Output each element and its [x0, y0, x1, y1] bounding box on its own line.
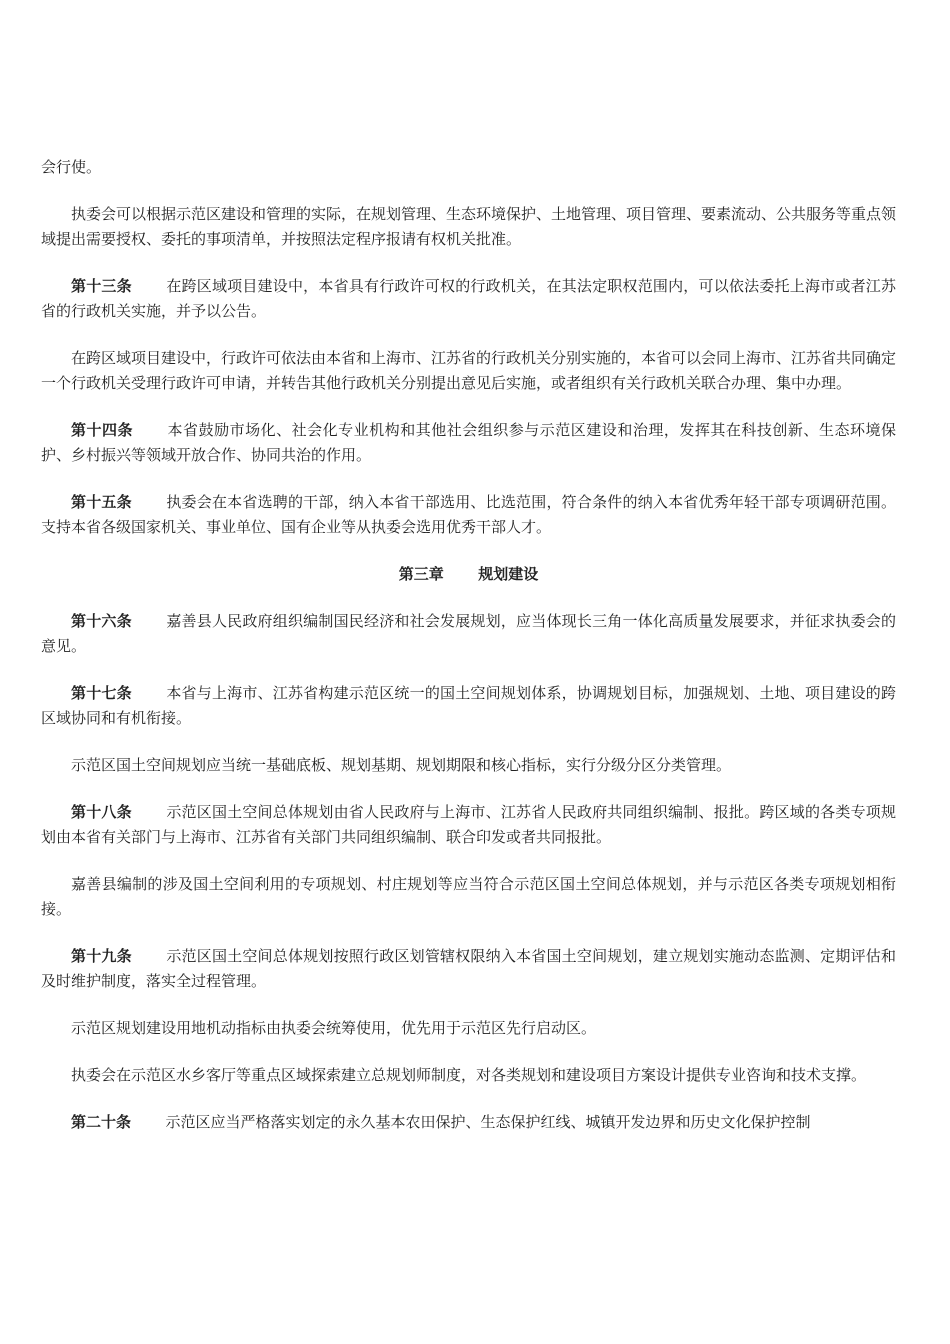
article-text: 本省与上海市、江苏省构建示范区统一的国土空间规划体系，协调规划目标，加强规划、土地、项目建设的跨区域协同和有机衔接。: [41, 684, 896, 727]
chapter-number: 第三章: [398, 565, 444, 583]
article-number: 第十五条: [71, 493, 132, 511]
article-number: 第十六条: [71, 612, 132, 630]
article-18: [41, 800, 896, 850]
article-14: [41, 418, 896, 468]
paragraph: 示范区规划建设用地机动指标由执委会统筹使用，优先用于示范区先行启动区。: [71, 1019, 597, 1037]
paragraph: 示范区国土空间规划应当统一基础底板、规划基期、规划期限和核心指标，实行分级分区分类管理。: [71, 756, 732, 774]
chapter-title: 规划建设: [478, 565, 539, 583]
article-text: 示范区国土空间总体规划由省人民政府与上海市、江苏省人民政府共同组织编制、报批。跨区域的各类专项规划由本省有关部门与上海市、江苏省有关部门共同组织编制、联合印发或者共同报批。: [41, 803, 896, 846]
article-text: 执委会在本省选聘的干部，纳入本省干部选用、比选范围，符合条件的纳入本省优秀年轻干部专项调研范围。支持本省各级国家机关、事业单位、国有企业等从执委会选用优秀干部人才。: [41, 493, 896, 536]
chapter-heading: [41, 562, 896, 587]
article-19: [41, 944, 896, 994]
article-13: [41, 274, 896, 324]
article-text: 示范区国土空间总体规划按照行政区划管辖权限纳入本省国土空间规划，建立规划实施动态监测、定期评估和及时维护制度，落实全过程管理。: [41, 947, 896, 990]
article-20: [41, 1110, 896, 1135]
article-number: 第十八条: [71, 803, 132, 821]
article-text: 示范区应当严格落实划定的永久基本农田保护、生态保护红线、城镇开发边界和历史文化保护控制: [165, 1113, 811, 1131]
article-number: 第十三条: [71, 277, 132, 295]
article-text: 在跨区域项目建设中，本省具有行政许可权的行政机关，在其法定职权范围内，可以依法委托上海市或者江苏省的行政机关实施，并予以公告。: [41, 277, 896, 320]
article-17: [41, 681, 896, 731]
paragraph: 嘉善县编制的涉及国土空间利用的专项规划、村庄规划等应当符合示范区国土空间总体规划，并与示范区各类专项规划相衔接。: [41, 875, 896, 918]
article-number: 第十四条: [71, 421, 134, 439]
paragraph: 在跨区域项目建设中，行政许可依法由本省和上海市、江苏省的行政机关分别实施的，本省可以会同上海市、江苏省共同确定一个行政机关受理行政许可申请，并转告其他行政机关分别提出意见后实施，或者组织有关行政机关联合办理、集中办理。: [41, 349, 897, 392]
article-number: 第十七条: [71, 684, 132, 702]
article-16: [41, 609, 896, 659]
article-number: 第二十条: [71, 1113, 132, 1131]
article-text: 本省鼓励市场化、社会化专业机构和其他社会组织参与示范区建设和治理，发挥其在科技创新、生态环境保护、乡村振兴等领域开放合作、协同共治的作用。: [41, 421, 896, 464]
article-number: 第十九条: [71, 947, 132, 965]
article-15: [41, 490, 896, 540]
paragraph: 执委会可以根据示范区建设和管理的实际，在规划管理、生态环境保护、土地管理、项目管理、要素流动、公共服务等重点领域提出需要授权、委托的事项清单，并按照法定程序报请有权机关批准。: [41, 205, 897, 248]
document-body: [41, 155, 896, 1157]
paragraph-continuation: 会行使。: [41, 158, 102, 176]
paragraph: 执委会在示范区水乡客厅等重点区域探索建立总规划师制度，对各类规划和建设项目方案设计提供专业咨询和技术支撑。: [71, 1066, 867, 1084]
article-text: 嘉善县人民政府组织编制国民经济和社会发展规划，应当体现长三角一体化高质量发展要求，并征求执委会的意见。: [41, 612, 896, 655]
